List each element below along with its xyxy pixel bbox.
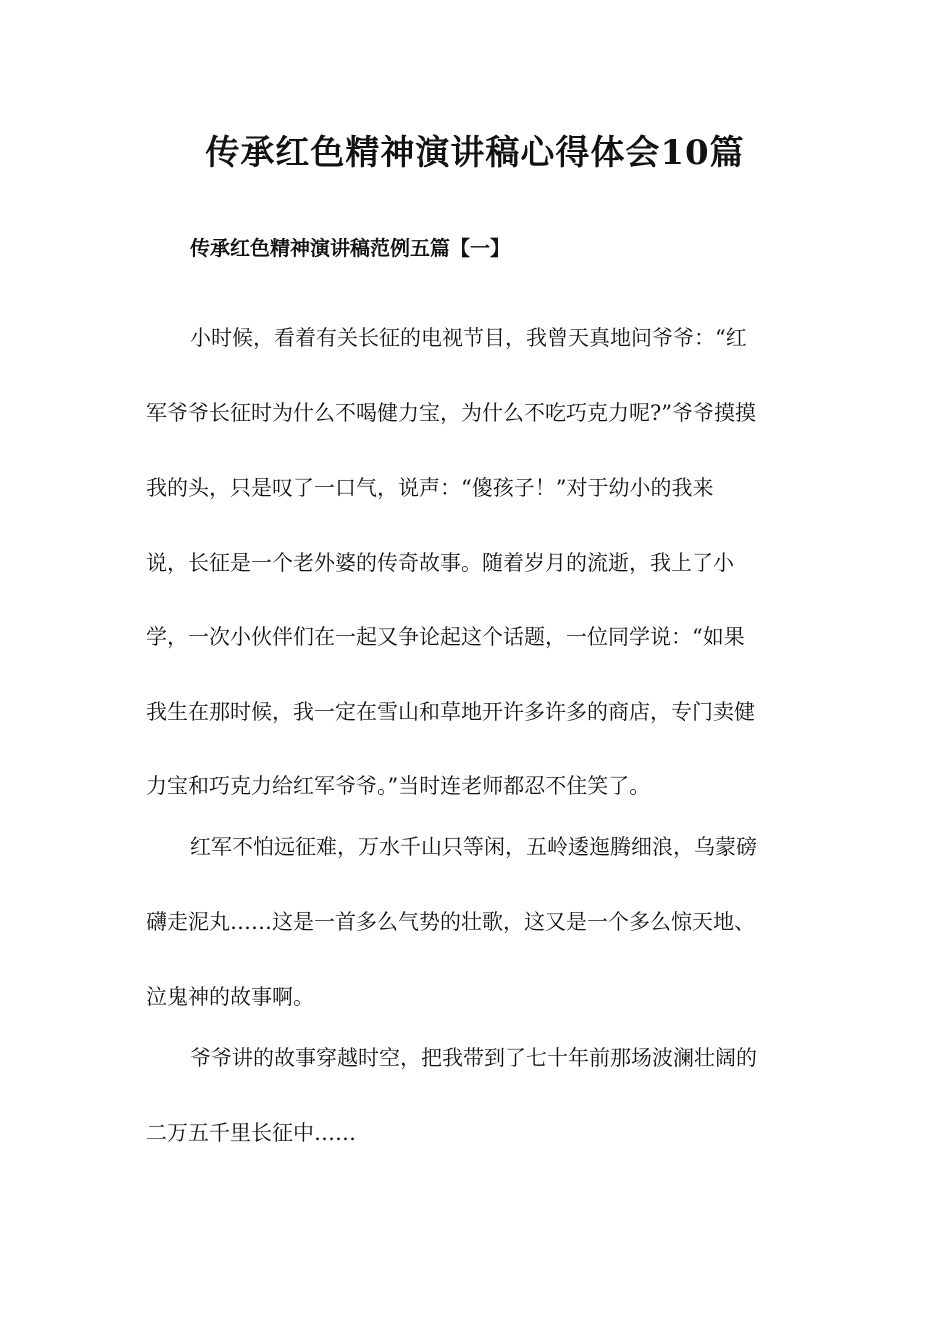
paragraph-line: 说，长征是一个老外婆的传奇故事。随着岁月的流逝，我上了小	[146, 551, 734, 575]
paragraph-line: 军爷爷长征时为什么不喝健力宝，为什么不吃巧克力呢?”爷爷摸摸	[146, 401, 756, 425]
paragraph-line: 泣鬼神的故事啊。	[146, 985, 314, 1009]
paragraph-line: 红军不怕远征难，万水千山只等闲，五岭逶迤腾细浪，乌蒙磅	[190, 835, 757, 859]
paragraph-line: 礴走泥丸……这是一首多么气势的壮歌，这又是一个多么惊天地、	[146, 910, 755, 934]
paragraph-line: 爷爷讲的故事穿越时空，把我带到了七十年前那场波澜壮阔的	[190, 1046, 757, 1070]
paragraph-line: 力宝和巧克力给红军爷爷。”当时连老师都忍不住笑了。	[146, 774, 651, 798]
paragraph-line: 我生在那时候，我一定在雪山和草地开许多许多的商店，专门卖健	[146, 700, 755, 724]
document-title: 传承红色精神演讲稿心得体会10篇	[205, 133, 745, 173]
paragraph-line: 二万五千里长征中……	[146, 1121, 356, 1145]
paragraph-line: 小时候，看着有关长征的电视节目，我曾天真地问爷爷：“红	[190, 326, 747, 350]
paragraph-line: 我的头，只是叹了一口气，说声：“傻孩子！”对于幼小的我来	[146, 476, 714, 500]
section-heading: 传承红色精神演讲稿范例五篇【一】	[190, 236, 510, 260]
paragraph-line: 学，一次小伙伴们在一起又争论起这个话题，一位同学说：“如果	[146, 625, 745, 649]
